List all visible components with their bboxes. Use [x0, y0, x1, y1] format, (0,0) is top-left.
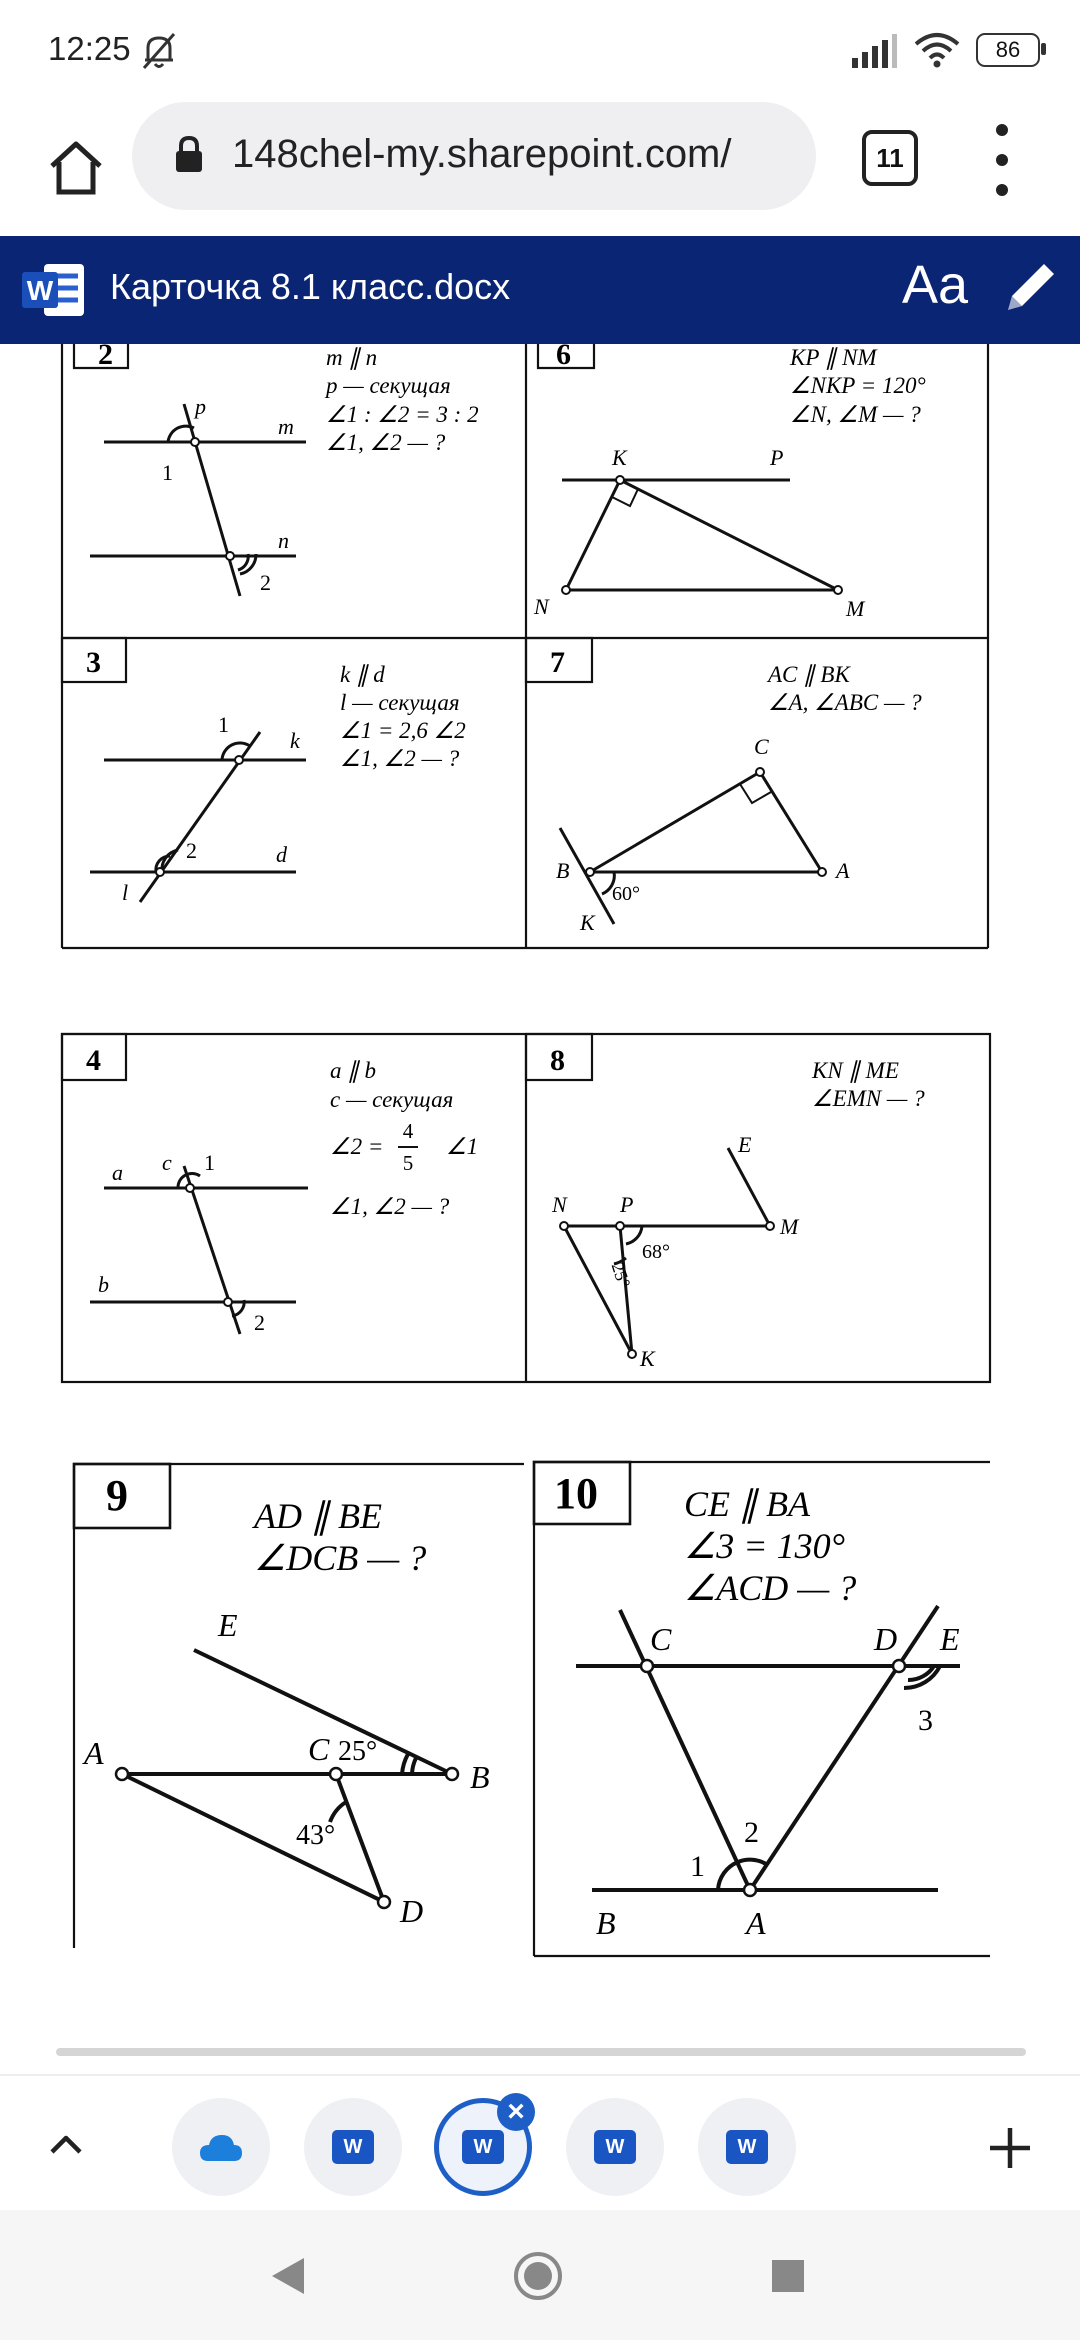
card-10-label: B [596, 1905, 616, 1941]
chevron-up-icon[interactable] [48, 2132, 84, 2156]
card-4-line: c — секущая [330, 1087, 454, 1112]
card-3-line: ∠1 = 2,6 ∠2 [340, 718, 466, 743]
card-3-number: 3 [86, 646, 101, 679]
card-6-label: M [846, 596, 865, 621]
battery-level: 86 [995, 37, 1021, 62]
card-10-label: C [650, 1621, 672, 1657]
card-9-label: D [400, 1893, 424, 1929]
card-8-label: K [640, 1346, 655, 1371]
card-10-label: 3 [918, 1704, 933, 1737]
word-tab-button-1[interactable] [304, 2098, 402, 2196]
card-10-label: E [940, 1621, 960, 1657]
card-8-label: N [552, 1192, 567, 1217]
card-2-line: m ∥ n [326, 345, 378, 370]
card-2-line: ∠1, ∠2 — ? [326, 430, 446, 455]
address-bar[interactable] [132, 102, 816, 210]
card-2-line: p — секущая [326, 373, 451, 398]
card-4-label: b [98, 1272, 109, 1297]
card-8-label: 68° [642, 1241, 670, 1263]
card-7-label: B [556, 858, 570, 883]
status-time: 12:25 [48, 30, 131, 67]
url-text: 148chel-my.sharepoint.com/ [232, 132, 732, 176]
card-2-label: 2 [260, 570, 271, 595]
card-2 [90, 345, 479, 596]
word-mini-icon: W [726, 2130, 768, 2164]
card-9-label: A [84, 1735, 104, 1771]
card-2-number: 2 [98, 344, 113, 371]
card-9-label: B [470, 1759, 490, 1795]
card-6 [533, 345, 926, 621]
card-4-frac-num: 4 [402, 1119, 414, 1143]
word-tab-button-4[interactable] [698, 2098, 796, 2196]
lock-icon [172, 134, 206, 174]
card-8-label: P [620, 1192, 634, 1217]
close-tab-icon[interactable]: × [497, 2093, 535, 2131]
card-4-label: 1 [204, 1150, 215, 1175]
card-9-label: E [218, 1607, 238, 1643]
card-10-number: 10 [554, 1469, 598, 1518]
browser-menu-button[interactable] [984, 124, 1020, 196]
card-4-line: ∠1, ∠2 — ? [330, 1194, 450, 1219]
card-7-number: 7 [550, 646, 565, 679]
battery-indicator [976, 33, 1040, 67]
home-button[interactable] [36, 128, 116, 208]
card-3-line: l — секущая [340, 690, 460, 715]
card-6-line: ∠N, ∠M — ? [790, 402, 921, 427]
back-triangle-icon[interactable] [270, 2256, 306, 2296]
horizontal-scrollbar[interactable] [56, 2048, 1026, 2056]
card-9-label: C [308, 1731, 330, 1767]
document-title: Карточка 8.1 класс.docx [110, 266, 511, 307]
card-8-line: ∠EMN — ? [812, 1086, 925, 1111]
card-7 [556, 662, 922, 935]
document-content [0, 344, 1080, 2074]
card-10-label: 1 [690, 1850, 705, 1883]
card-6-line: KP ∥ NM [790, 345, 877, 370]
tab-switcher-button[interactable] [862, 130, 918, 186]
card-10-label: D [874, 1621, 898, 1657]
card-4-label: 2 [254, 1310, 265, 1335]
system-navigation-bar [0, 2210, 1080, 2340]
card-8-label: M [780, 1214, 799, 1239]
card-2-label: 1 [162, 460, 173, 485]
word-mini-icon: W [462, 2130, 504, 2164]
card-3 [90, 662, 466, 905]
card-9-number: 9 [106, 1471, 128, 1520]
word-mini-icon: W [332, 2130, 374, 2164]
card-6-line: ∠NKP = 120° [790, 373, 926, 398]
card-2-line: ∠1 : ∠2 = 3 : 2 [326, 402, 479, 427]
bottom-tab-tray [0, 2074, 1080, 2212]
card-7-label: C [754, 734, 769, 759]
recents-square-icon[interactable] [770, 2258, 806, 2294]
browser-toolbar [0, 100, 1080, 236]
card-9 [82, 1496, 490, 1929]
card-10-line: CE ∥ BA [684, 1484, 810, 1524]
card-6-label: K [612, 445, 627, 470]
word-logo-icon [20, 258, 88, 322]
card-4-label: a [112, 1160, 123, 1185]
word-tab-button-active[interactable] [434, 2095, 532, 2196]
word-logo-letter: W [26, 275, 54, 306]
card-8-line: KN ∥ ME [812, 1058, 899, 1083]
card-4-number: 4 [86, 1044, 101, 1077]
bell-off-icon [140, 30, 178, 70]
card-7-line: AC ∥ BK [768, 662, 850, 687]
card-4 [90, 1058, 478, 1335]
card-3-line: k ∥ d [340, 662, 385, 687]
card-4-eq-left: ∠2 = [330, 1134, 384, 1159]
card-8-number: 8 [550, 1044, 565, 1077]
card-9-line: ∠DCB — ? [254, 1538, 427, 1578]
card-9-line: AD ∥ BE [254, 1496, 382, 1536]
word-header [0, 236, 1080, 344]
card-3-label: k [290, 728, 300, 753]
cloud-icon [198, 2131, 244, 2163]
card-9-label: 43° [296, 1820, 336, 1851]
text-size-button[interactable]: Aa [902, 255, 969, 315]
card-3-label: d [276, 842, 287, 867]
wifi-icon [914, 32, 960, 68]
card-3-label: 1 [218, 712, 229, 737]
card-6-label: P [770, 445, 784, 470]
card-9-label: 25° [338, 1736, 378, 1767]
card-7-label: K [580, 910, 595, 935]
card-8-label: 25° [607, 1259, 635, 1291]
card-10-line: ∠3 = 130° [684, 1526, 845, 1566]
word-tab-button-3[interactable] [566, 2098, 664, 2196]
word-mini-icon: W [594, 2130, 636, 2164]
card-6-number: 6 [556, 344, 571, 371]
card-6-label: N [534, 594, 549, 619]
plus-icon[interactable] [988, 2126, 1032, 2170]
document-page [0, 344, 1080, 2074]
card-3-line: ∠1, ∠2 — ? [340, 746, 460, 771]
card-4-label: c [162, 1150, 172, 1175]
card-8-label: E [738, 1132, 752, 1157]
card-8 [551, 1058, 925, 1371]
card-3-label: 2 [186, 838, 197, 863]
card-2-label: n [278, 528, 289, 553]
card-10-label: 2 [744, 1816, 759, 1849]
card-2-label: p [195, 394, 206, 419]
card-7-label: 60° [612, 883, 640, 905]
tab-count: 11 [876, 142, 904, 173]
home-icon [47, 140, 105, 196]
card-10 [576, 1484, 960, 1941]
card-4-frac-den: 5 [402, 1151, 414, 1175]
card-2-label: m [278, 414, 294, 439]
card-7-label: A [836, 858, 850, 883]
card-3-label: l [122, 880, 129, 905]
card-7-line: ∠A, ∠ABC — ? [768, 690, 922, 715]
status-bar [0, 0, 1080, 100]
card-4-line: a ∥ b [330, 1058, 376, 1083]
card-10-label: A [746, 1905, 766, 1941]
card-10-line: ∠ACD — ? [684, 1568, 857, 1608]
signal-icon [850, 32, 898, 68]
onedrive-tab-button[interactable] [172, 2098, 270, 2196]
home-circle-icon[interactable] [512, 2250, 564, 2302]
card-4-eq-right: ∠1 [446, 1134, 479, 1159]
edit-pencil-icon[interactable] [998, 256, 1062, 320]
